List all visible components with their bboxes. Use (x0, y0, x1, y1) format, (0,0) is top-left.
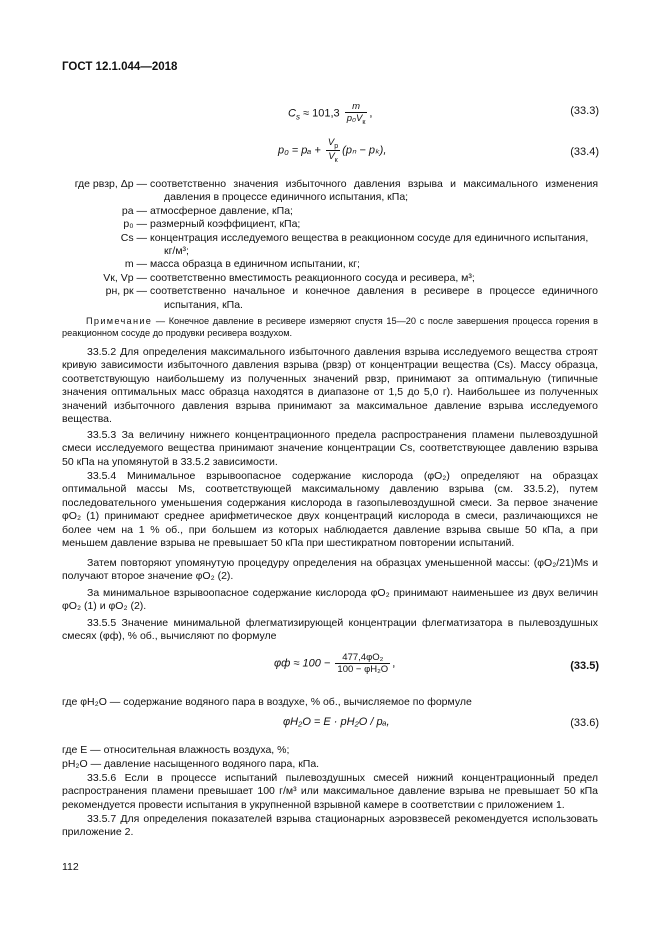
eq-33-3-lhs-sub: s (295, 112, 300, 122)
eq-33-4-number: (33.4) (570, 146, 599, 158)
eq-33-4-num-sub: р (334, 142, 339, 150)
eq-33-3-num: m (352, 101, 360, 112)
definition-symbol: pн, pк — (105, 285, 147, 298)
equation-33-5 (274, 652, 395, 675)
definition-row (62, 205, 598, 218)
definition-row (62, 232, 598, 259)
paragraph-33-5-6: 33.5.6 Если в процессе испытаний пылевоздушных смесей нижний концентрационный предел распространения пламени превышает 100 г/м³ или максимальное давление взрыва не превышает 50 кПа рекомендуется провести испытания в укрупненной взрывной камере в соответствии с приложением 1. (62, 772, 598, 811)
definition-symbol: p₀ — (123, 218, 147, 231)
page-number: 112 (62, 861, 79, 873)
definition-symbol: Vк, Vр — (103, 271, 147, 284)
eq-33-4-den-sub: к (334, 156, 338, 164)
eq-33-3-den-sub: к (362, 118, 366, 126)
definition-row (62, 272, 598, 285)
eq-33-4-fraction (326, 137, 340, 164)
paragraph-humidity: где E — относительная влажность воздуха, %; (62, 744, 290, 756)
definition-row (62, 178, 598, 205)
paragraph-saturated-pressure: pH₂O — давление насыщенного водяного пара, кПа. (62, 758, 320, 770)
eq-33-3-tail: , (369, 107, 373, 120)
definition-text: соответственно начальное и конечное давления в ресивере в процессе единичного испытания, кПа. (150, 285, 598, 311)
definition-row (62, 258, 598, 271)
eq-33-3-fraction (345, 101, 368, 126)
definition-symbol: m — (124, 258, 147, 271)
eq-33-3-rel: ≈ 101,3 (303, 107, 340, 120)
definition-row (62, 218, 598, 231)
paragraph-min-oxygen: За минимальное взрывоопасное содержание кислорода φO₂ принимают наименьшее из двух величин φO₂ (1) и φO₂ (2). (62, 587, 598, 613)
equation-33-6 (283, 716, 390, 728)
note (62, 316, 598, 340)
definition-text: атмосферное давление, кПа; (150, 204, 293, 217)
equation-33-3 (288, 101, 372, 126)
eq-33-5-den: 100 − φH₂O (337, 664, 389, 675)
paragraph-33-5-5: 33.5.5 Значение минимальной флегматизирующей концентрации флегматизатора в пылевоздушных смесях (φф), % об., вычисляют по формуле (62, 617, 598, 643)
eq-33-5-num: 477,4φO₂ (335, 652, 390, 664)
eq-33-6-body: φH₂O = E · pH₂O / pₐ, (283, 716, 390, 728)
paragraph-33-5-3: 33.5.3 За величину нижнего концентрационного предела распространения пламени пылевоздушной смеси исследуемого вещества принимают значение концентрации Cs, соответствующее давлению взрыва 50 кПа на упомянутой в 33.5.2 зависимости. (62, 429, 598, 468)
eq-33-5-fraction (335, 652, 390, 675)
eq-33-3-number: (33.3) (570, 105, 599, 117)
definition-text: концентрация исследуемого вещества в реакционном сосуде для единичного испытания, кг/м³; (150, 231, 589, 258)
definition-symbol: pа — (121, 204, 147, 217)
standard-header: ГОСТ 12.1.044—2018 (62, 61, 178, 73)
variable-definitions (62, 178, 598, 312)
definition-text: масса образца в единичном испытании, кг; (150, 258, 360, 271)
equation-33-4 (278, 137, 386, 164)
eq-33-4-tail: (pₙ − pₖ), (342, 144, 387, 157)
paragraph-33-5-4: 33.5.4 Минимальное взрывоопасное содержание кислорода (φO₂) определяют на образцах оптимальной массы Ms, соответствующей максимальному давлению взрыва (см. 33.5.2), путем последовательного уменьшения содержания кислорода в газопылевоздушной смеси. За первое значение φO₂ (1) принимают среднее арифметическое двух концентраций кислорода в смеси, различающихся не более чем на 1 % об., при большем из которых наблюдается давление взрыва свыше 50 кПа, а при меньшем давление взрыва не превышает 50 кПа при шестикратном повторении испытаний. (62, 470, 598, 550)
eq-33-6-number: (33.6) (570, 717, 599, 729)
paragraph-33-5-2: 33.5.2 Для определения максимального избыточного давления взрыва исследуемого вещества строят кривую зависимости избыточного давления взрыва (pвзр) от концентрации вещества (Cs). Массу образца, соответствующую наибольшему из полученных значений pвзр, принимают за оптимальную (типичные значения оптимальных масс образца находятся в диапазоне от 1,5 до 5,0 г). Наибольшее из полученных значений избыточного давления взрыва принимают за максимальное давление взрыва исследуемого вещества. (62, 346, 598, 426)
definition-symbol: Cs — (120, 231, 147, 244)
eq-33-4-num: V (327, 137, 335, 148)
paragraph-33-5-7: 33.5.7 Для определения показателей взрыва стационарных аэровзвесей рекомендуется использовать приложение 2. (62, 813, 598, 839)
eq-33-5-lhs: φф ≈ 100 − (274, 657, 331, 670)
eq-33-5-tail: , (392, 657, 396, 670)
definition-text: соответственно значения избыточного давления взрыва и максимального изменения давления в процессе единичного испытания, кПа; (150, 178, 598, 204)
definition-row (62, 285, 598, 312)
note-text: — Конечное давление в ресивере измеряют спустя 15—20 с после завершения процесса горения в реакционном сосуде до продувки ресивера воздухом. (62, 316, 598, 338)
definition-text: соответственно вместимость реакционного сосуда и ресивера, м³; (150, 271, 475, 284)
eq-33-5-number: (33.5) (570, 660, 599, 672)
eq-33-4-den: V (328, 150, 335, 162)
eq-33-3-lhs: C (288, 107, 296, 120)
paragraph-repeat: Затем повторяют упомянутую процедуру определения на образцах уменьшенной массы: (φO₂/21)Ms и получают второе значение φO₂ (2). (62, 557, 598, 583)
definition-symbol: где pвзр, Δp — (74, 178, 147, 190)
definition-text: размерный коэффициент, кПа; (150, 218, 301, 231)
eq-33-3-den: p₀V (346, 113, 363, 124)
paragraph-water-vapour: где φH₂O — содержание водяного пара в воздухе, % об., вычисляемое по формуле (62, 696, 472, 708)
eq-33-4-lhs: p₀ = pₐ + (278, 144, 321, 157)
note-label: Примечание (86, 316, 153, 326)
